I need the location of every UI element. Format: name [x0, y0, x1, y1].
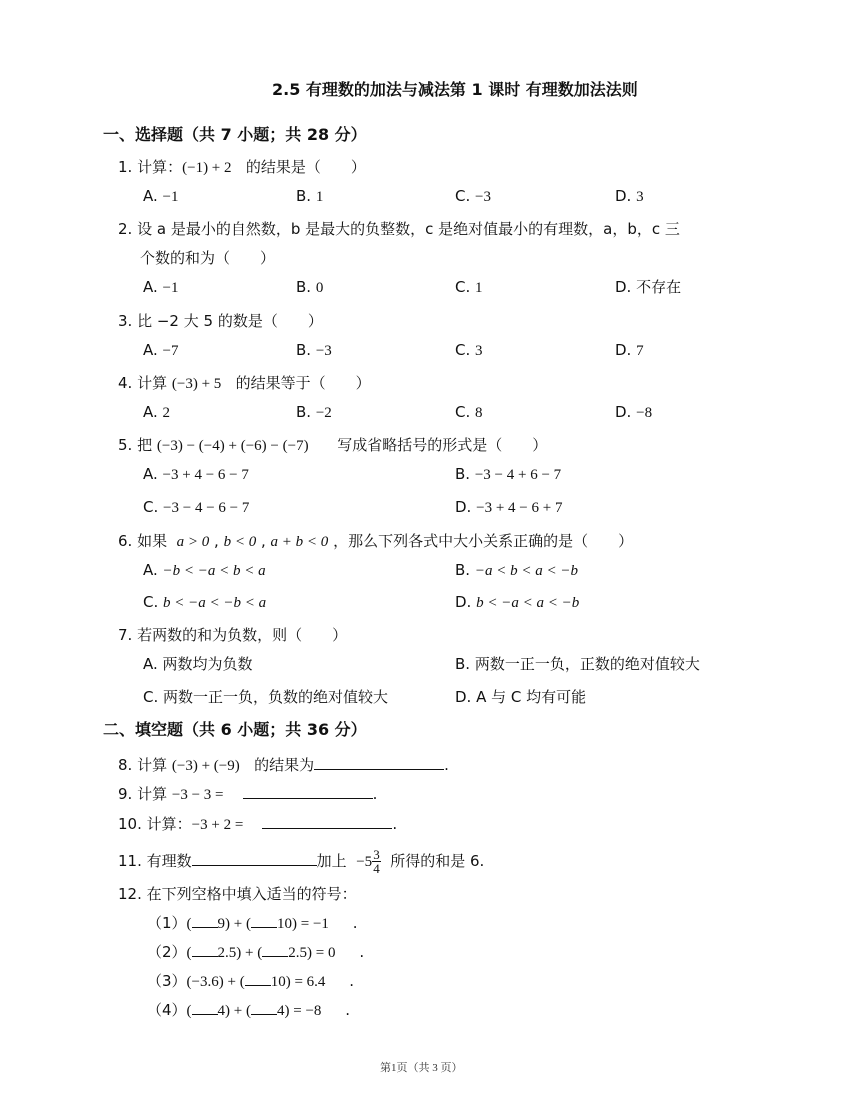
math-expression: (−3) + (−9): [171, 758, 240, 774]
question-text-tail: 的结果等于（ ）: [235, 374, 371, 392]
question-number: 4.: [118, 374, 133, 392]
sign-blank[interactable]: [262, 942, 288, 957]
question-text: 如果: [137, 532, 168, 550]
question-2: [118, 219, 680, 239]
question-text: 计算：: [146, 815, 192, 833]
question-3: [118, 311, 323, 331]
question-text-tail: ，那么下列各式中大小关系正确的是（ ）: [333, 532, 634, 550]
option-a: A. 2: [143, 403, 171, 421]
section-heading-choice: 一、选择题（共 7 小题；共 28 分）: [103, 125, 367, 144]
question-6: 6. 如果 a > 0 , b < 0 , a + b < 0 ，那么下列各式中大小关系正确的是（ ）: [118, 532, 634, 550]
question-text-tail: 的结果为: [254, 756, 315, 774]
section-heading-fill: 二、填空题（共 6 小题；共 36 分）: [103, 720, 367, 739]
question-number: 12.: [118, 885, 142, 903]
fraction: $\frac{3}{4}$: [373, 847, 380, 876]
option-b: B. −a < b < a < −b: [455, 561, 578, 579]
page-footer: 第1页（共 3 页）: [380, 1062, 463, 1074]
math-expression: (−3) + 5: [171, 376, 222, 392]
question-text-tail: 的结果是（ ）: [245, 158, 366, 176]
answer-blank[interactable]: [262, 812, 392, 829]
question-5: [118, 435, 547, 456]
option-a: A. −b < −a < b < a: [143, 561, 266, 579]
math-expression: −3 + 2 =: [191, 817, 244, 833]
option-b: B. 1: [296, 187, 324, 205]
mixed-number-whole: −5: [356, 854, 373, 870]
sign-blank[interactable]: [251, 1000, 277, 1015]
option-d: D. b < −a < a < −b: [455, 593, 580, 611]
option-d: D. 不存在: [615, 278, 682, 296]
answer-blank[interactable]: [243, 782, 373, 799]
sign-blank[interactable]: [192, 913, 218, 928]
sign-blank[interactable]: [251, 913, 277, 928]
option-d: D. −3 + 4 − 6 + 7: [455, 498, 563, 516]
question-number: 10.: [118, 815, 142, 833]
option-c: C. −3 − 4 − 6 − 7: [143, 498, 250, 516]
option-a: A. 两数均为负数: [143, 655, 253, 673]
condition-1: a > 0: [176, 534, 210, 550]
question-11: 11. 有理数 加上 −5 $\frac{3}{4}$ 所得的和是 6.: [118, 847, 485, 876]
question-9: 9. 计算 −3 − 3 = .: [118, 782, 377, 805]
option-c: C. 1: [455, 278, 483, 296]
question-number: 2.: [118, 220, 133, 238]
question-text: 有理数: [146, 852, 192, 870]
question-number: 8.: [118, 756, 133, 774]
option-a: A. −7: [143, 341, 179, 359]
question-text: 设 a 是最小的自然数，b 是最大的负整数，c 是绝对值最小的有理数，a，b，c 三: [137, 220, 680, 238]
option-a: A. −1: [143, 187, 179, 205]
question-10: 10. 计算：−3 + 2 = .: [118, 812, 397, 835]
option-c: C. b < −a < −b < a: [143, 593, 267, 611]
option-a: A. −1: [143, 278, 179, 296]
math-expression: −3 − 3 =: [171, 787, 224, 803]
question-text-tail: 所得的和是 6.: [390, 852, 485, 870]
option-b: B. 两数一正一负，正数的绝对值较大: [455, 655, 700, 673]
question-text: 计算: [137, 785, 168, 803]
option-b: B. 0: [296, 278, 324, 296]
question-12: [118, 884, 357, 904]
answer-blank[interactable]: [192, 849, 317, 866]
option-d: D. 3: [615, 187, 644, 205]
question-1: [118, 157, 366, 178]
question-number: 9.: [118, 785, 133, 803]
option-c: C. −3: [455, 187, 491, 205]
question-number: 5.: [118, 436, 133, 454]
question-2-line2: 个数的和为（ ）: [140, 249, 276, 267]
question-text: 计算: [137, 756, 168, 774]
option-a: A. −3 + 4 − 6 − 7: [143, 465, 249, 483]
option-b: B. −3: [296, 341, 332, 359]
option-d: D. 7: [615, 341, 644, 359]
math-expression: (−3) − (−4) + (−6) − (−7): [156, 438, 309, 454]
question-8: 8. 计算 (−3) + (−9) 的结果为 .: [118, 753, 449, 776]
option-b: B. −3 − 4 + 6 − 7: [455, 465, 562, 483]
question-text: 计算: [137, 374, 168, 392]
sign-blank[interactable]: [192, 942, 218, 957]
page-title: 2.5 有理数的加法与减法第 1 课时 有理数加法法则: [272, 80, 638, 99]
option-d: D. A 与 C 均有可能: [455, 688, 587, 706]
question-7: [118, 625, 347, 645]
sub-item-4: （4）( 4) + ( 4) = −8 .: [147, 1001, 351, 1019]
sub-item-2: （2）( 2.5) + ( 2.5) = 0 .: [147, 943, 365, 961]
option-c: C. 8: [455, 403, 483, 421]
question-text: 若两数的和为负数，则（ ）: [137, 626, 348, 644]
option-c: C. 两数一正一负，负数的绝对值较大: [143, 688, 389, 706]
answer-blank[interactable]: [314, 753, 444, 770]
question-text-tail: 写成省略括号的形式是（ ）: [337, 436, 548, 454]
question-number: 1.: [118, 158, 133, 176]
option-b: B. −2: [296, 403, 332, 421]
option-c: C. 3: [455, 341, 483, 359]
math-expression: (−1) + 2: [182, 160, 232, 176]
question-4: [118, 373, 371, 394]
sign-blank[interactable]: [192, 1000, 218, 1015]
sub-item-1: （1）( 9) + ( 10) = −1 .: [147, 914, 358, 932]
question-number: 6.: [118, 532, 133, 550]
question-text: 比 −2 大 5 的数是（ ）: [137, 312, 323, 330]
question-number: 11.: [118, 852, 142, 870]
question-number: 3.: [118, 312, 133, 330]
condition-3: a + b < 0: [270, 534, 329, 550]
sub-item-3: （3）(−3.6) + ( 10) = 6.4 .: [147, 972, 355, 990]
question-text: 计算：: [137, 158, 183, 176]
condition-2: b < 0: [223, 534, 257, 550]
sign-blank[interactable]: [245, 971, 271, 986]
question-text: 把: [137, 436, 153, 454]
question-text: 在下列空格中填入适当的符号：: [146, 885, 357, 903]
question-number: 7.: [118, 626, 133, 644]
option-d: D. −8: [615, 403, 653, 421]
